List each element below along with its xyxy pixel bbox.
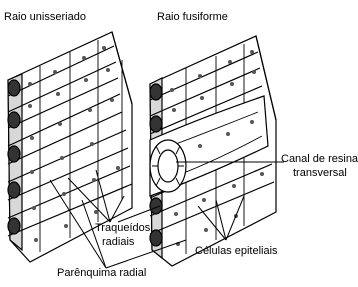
label-fusiform-ray: Raio fusiforme [157,11,228,23]
label-uniseriate-ray: Raio unisseriado [4,11,86,23]
label-resin-canal-2: transversal [293,167,347,179]
label-radial-parenchyma: Parênquima radial [57,267,147,279]
label-tracheids-2: radiais [102,236,135,248]
label-tracheids: Traqueídos [95,222,151,234]
label-resin-canal: Canal de resina [281,153,358,165]
fusiform-ray-block [150,36,276,266]
label-epithelial-cells: Células epiteliais [195,245,278,257]
